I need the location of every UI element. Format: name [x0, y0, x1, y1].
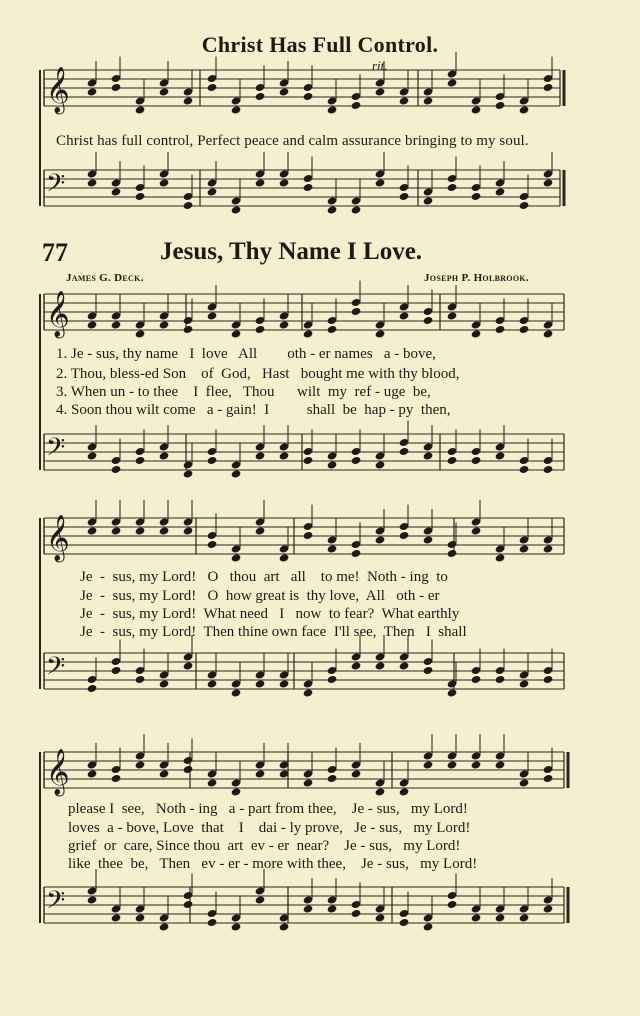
- note-head: [519, 544, 530, 553]
- note-head: [87, 87, 98, 96]
- note-head: [255, 178, 266, 187]
- note-head: [471, 913, 482, 922]
- note-head: [423, 96, 434, 105]
- note-head: [135, 192, 146, 201]
- note-head: [495, 760, 506, 769]
- note-head: [255, 895, 266, 904]
- note-head: [399, 531, 410, 540]
- note-head: [279, 178, 290, 187]
- note-head: [471, 105, 482, 114]
- note-head: [135, 526, 146, 535]
- note-head: [543, 675, 554, 684]
- note-head: [135, 913, 146, 922]
- note-head: [303, 92, 314, 101]
- note-head: [423, 535, 434, 544]
- previous-hymn-title: Christ Has Full Control.: [201, 32, 439, 57]
- note-head: [423, 316, 434, 325]
- note-head: [351, 205, 362, 214]
- note-head: [375, 87, 386, 96]
- note-head: [159, 178, 170, 187]
- note-head: [375, 913, 386, 922]
- note-head: [351, 661, 362, 670]
- note-head: [471, 526, 482, 535]
- note-head: [351, 909, 362, 918]
- note-head: [279, 553, 290, 562]
- note-head: [375, 178, 386, 187]
- note-head: [399, 447, 410, 456]
- note-head: [423, 922, 434, 931]
- verse-line: loves a - bove, Love that I dai - ly prove, Je - sus, my Lord!: [68, 820, 471, 836]
- note-head: [495, 553, 506, 562]
- note-head: [183, 900, 194, 909]
- note-head: [183, 201, 194, 210]
- ritardando-mark: rit.: [372, 58, 388, 73]
- note-head: [231, 922, 242, 931]
- note-head: [231, 329, 242, 338]
- note-head: [255, 679, 266, 688]
- note-head: [375, 661, 386, 670]
- bass-clef: 𝄢: [46, 433, 66, 468]
- note-head: [279, 922, 290, 931]
- note-head: [327, 544, 338, 553]
- note-head: [207, 540, 218, 549]
- note-head: [183, 469, 194, 478]
- note-head: [423, 451, 434, 460]
- note-head: [543, 178, 554, 187]
- note-head: [543, 465, 554, 474]
- note-head: [159, 87, 170, 96]
- note-head: [159, 320, 170, 329]
- note-head: [207, 918, 218, 927]
- note-head: [183, 96, 194, 105]
- note-head: [423, 666, 434, 675]
- note-head: [87, 684, 98, 693]
- verse-line: Je - sus, my Lord! What need I now to fear? What earthly: [80, 606, 460, 622]
- note-head: [519, 778, 530, 787]
- note-head: [519, 679, 530, 688]
- bass-clef: 𝄢: [46, 169, 66, 204]
- note-head: [543, 329, 554, 338]
- note-head: [399, 311, 410, 320]
- note-head: [327, 904, 338, 913]
- note-head: [183, 661, 194, 670]
- note-head: [495, 187, 506, 196]
- note-head: [87, 895, 98, 904]
- note-head: [159, 451, 170, 460]
- note-head: [375, 329, 386, 338]
- note-head: [471, 456, 482, 465]
- verse-line: Je - sus, my Lord! O how great is thy love, All oth - er: [80, 588, 440, 604]
- note-head: [519, 201, 530, 210]
- note-head: [111, 187, 122, 196]
- hymn-title: Jesus, Thy Name I Love.: [160, 238, 423, 265]
- note-head: [303, 688, 314, 697]
- note-head: [519, 913, 530, 922]
- note-head: [87, 769, 98, 778]
- note-head: [135, 675, 146, 684]
- note-head: [351, 769, 362, 778]
- note-head: [327, 460, 338, 469]
- note-head: [543, 544, 554, 553]
- note-head: [111, 774, 122, 783]
- note-head: [207, 679, 218, 688]
- note-head: [255, 325, 266, 334]
- note-head: [327, 675, 338, 684]
- note-head: [231, 553, 242, 562]
- previous-hymn-lyric: Christ has full control, Perfect peace and calm assurance bringing to my soul.: [56, 133, 529, 149]
- note-head: [399, 96, 410, 105]
- note-head: [135, 760, 146, 769]
- note-head: [111, 913, 122, 922]
- note-head: [87, 451, 98, 460]
- note-head: [111, 526, 122, 535]
- note-head: [183, 765, 194, 774]
- note-head: [423, 760, 434, 769]
- verse-line: 1. Je - sus, thy name I love All oth - er names a - bove,: [56, 346, 436, 362]
- note-head: [231, 469, 242, 478]
- staff-layer: [40, 67, 568, 923]
- treble-clef: 𝄞: [46, 291, 70, 337]
- bass-clef: 𝄢: [46, 652, 66, 687]
- note-head: [447, 900, 458, 909]
- note-head: [447, 183, 458, 192]
- note-head: [495, 913, 506, 922]
- verse-line: please I see, Noth - ing a - part from thee, Je - sus, my Lord!: [68, 801, 468, 817]
- note-head: [135, 105, 146, 114]
- note-head: [375, 787, 386, 796]
- verse-line: 3. When un - to thee I flee, Thou wilt my ref - uge be,: [56, 384, 431, 400]
- note-head: [279, 679, 290, 688]
- verse-line: 4. Soon thou wilt come a - gain! I shall be hap - py then,: [56, 402, 451, 418]
- note-head: [111, 666, 122, 675]
- note-head: [87, 178, 98, 187]
- note-head: [471, 675, 482, 684]
- note-head: [111, 465, 122, 474]
- verse-line: like thee be, Then ev - er - more with thee, Je - sus, my Lord!: [68, 856, 478, 872]
- note-head: [495, 675, 506, 684]
- note-head: [303, 456, 314, 465]
- note-head: [135, 329, 146, 338]
- note-head: [543, 83, 554, 92]
- note-head: [135, 456, 146, 465]
- note-head: [447, 688, 458, 697]
- note-head: [519, 105, 530, 114]
- note-head: [327, 774, 338, 783]
- note-head: [519, 465, 530, 474]
- note-head: [399, 192, 410, 201]
- note-head: [327, 325, 338, 334]
- note-head: [207, 778, 218, 787]
- note-head: [159, 679, 170, 688]
- note-head: [471, 192, 482, 201]
- note-head: [111, 83, 122, 92]
- note-head: [159, 769, 170, 778]
- note-head: [231, 205, 242, 214]
- note-head: [207, 311, 218, 320]
- note-head: [495, 325, 506, 334]
- note-head: [279, 451, 290, 460]
- hymn-author: James G. Deck.: [66, 272, 144, 284]
- note-head: [423, 196, 434, 205]
- note-layer: [87, 52, 554, 932]
- note-head: [543, 904, 554, 913]
- verse-line: grief or care, Since thou art ev - er near? Je - sus, my Lord!: [68, 838, 461, 854]
- treble-clef: 𝄞: [46, 515, 70, 561]
- note-head: [207, 83, 218, 92]
- note-head: [255, 769, 266, 778]
- note-head: [207, 187, 218, 196]
- note-head: [351, 549, 362, 558]
- note-head: [255, 92, 266, 101]
- note-head: [375, 460, 386, 469]
- note-head: [303, 904, 314, 913]
- note-head: [303, 531, 314, 540]
- note-head: [495, 451, 506, 460]
- note-head: [303, 183, 314, 192]
- verse-line: 2. Thou, bless-ed Son of God, Hast bought me with thy blood,: [56, 366, 460, 382]
- note-head: [543, 774, 554, 783]
- note-head: [447, 760, 458, 769]
- note-head: [327, 105, 338, 114]
- note-head: [519, 325, 530, 334]
- note-head: [471, 760, 482, 769]
- note-head: [351, 307, 362, 316]
- note-head: [351, 101, 362, 110]
- note-head: [303, 329, 314, 338]
- note-head: [447, 311, 458, 320]
- hymn-number: 77: [42, 238, 68, 267]
- note-head: [447, 78, 458, 87]
- note-head: [87, 526, 98, 535]
- note-head: [231, 787, 242, 796]
- note-head: [231, 105, 242, 114]
- note-head: [159, 526, 170, 535]
- note-head: [183, 325, 194, 334]
- verse-line: Je - sus, my Lord! O thou art all to me! Noth - ing to: [80, 569, 448, 585]
- note-head: [279, 87, 290, 96]
- note-head: [447, 549, 458, 558]
- treble-clef: 𝄞: [46, 749, 70, 795]
- note-head: [87, 320, 98, 329]
- note-head: [183, 526, 194, 535]
- note-head: [399, 918, 410, 927]
- note-head: [231, 688, 242, 697]
- treble-clef: 𝄞: [46, 67, 70, 113]
- note-head: [279, 320, 290, 329]
- bass-clef: 𝄢: [46, 886, 66, 921]
- note-head: [471, 329, 482, 338]
- note-head: [351, 456, 362, 465]
- note-head: [399, 661, 410, 670]
- note-head: [399, 787, 410, 796]
- note-head: [255, 451, 266, 460]
- note-head: [207, 456, 218, 465]
- note-head: [111, 320, 122, 329]
- verse-line: Je - sus, my Lord! Then thine own face I'll see, Then I shall: [80, 624, 467, 640]
- note-head: [327, 205, 338, 214]
- note-head: [375, 535, 386, 544]
- hymn-composer: Joseph P. Holbrook.: [424, 272, 529, 284]
- note-head: [495, 101, 506, 110]
- note-head: [159, 922, 170, 931]
- note-head: [303, 778, 314, 787]
- note-head: [255, 526, 266, 535]
- note-head: [447, 456, 458, 465]
